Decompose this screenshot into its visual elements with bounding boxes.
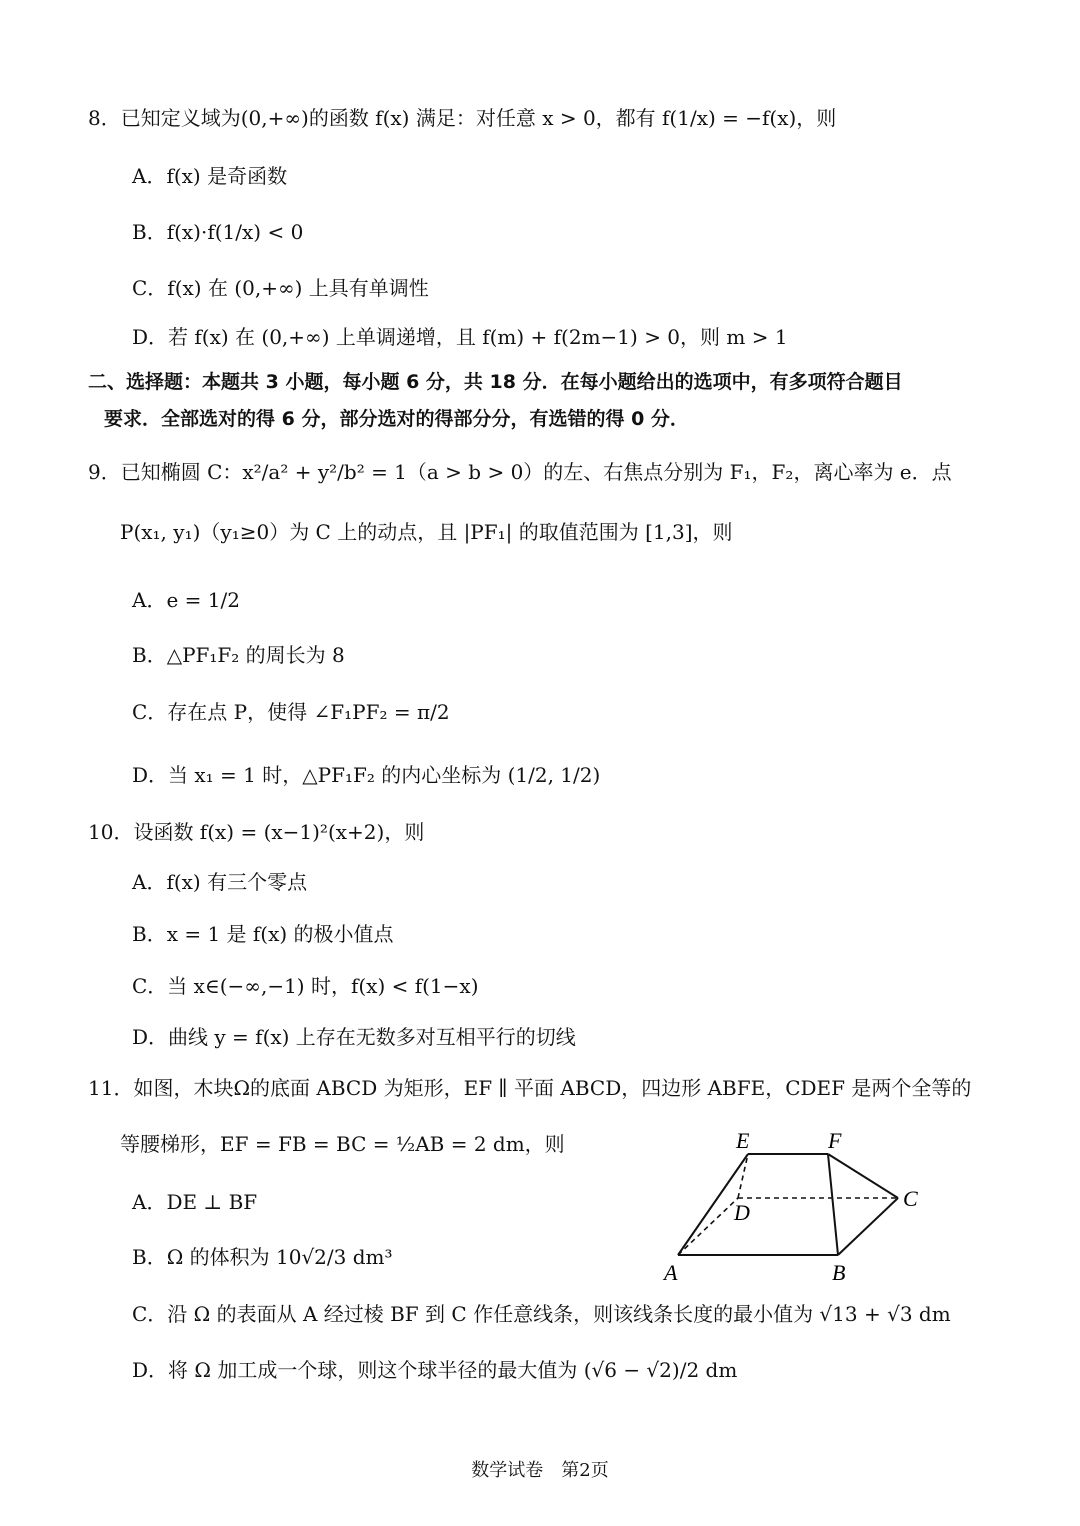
- q10-stem: 10．设函数 f(x) = (x−1)²(x+2)，则: [88, 820, 425, 844]
- q9-option-c: C．存在点 P，使得 ∠F₁PF₂ = π/2: [132, 700, 450, 724]
- q10-option-a: A．f(x) 有三个零点: [132, 870, 308, 894]
- section2-heading-line1: 二、选择题：本题共 3 小题，每小题 6 分，共 18 分．在每小题给出的选项中，有多项符合题目: [88, 371, 903, 393]
- q11-stem-line2: 等腰梯形，EF = FB = BC = ½AB = 2 dm，则: [120, 1132, 565, 1156]
- q10-option-d: D．曲线 y = f(x) 上存在无数多对互相平行的切线: [132, 1025, 576, 1049]
- q8-stem: 8．已知定义域为(0,+∞)的函数 f(x) 满足：对任意 x > 0，都有 f(1/x) = −f(x)，则: [88, 106, 837, 130]
- q10-option-c: C．当 x∈(−∞,−1) 时，f(x) < f(1−x): [132, 974, 479, 998]
- q10-option-b: B．x = 1 是 f(x) 的极小值点: [132, 922, 394, 946]
- q11-option-a: A．DE ⊥ BF: [132, 1190, 258, 1214]
- q9-option-a: A．e = 1/2: [132, 588, 240, 612]
- edge-bc: [838, 1198, 898, 1255]
- q9-option-b: B．△PF₁F₂ 的周长为 8: [132, 643, 345, 667]
- label-f: F: [828, 1128, 842, 1153]
- q11-option-b: B．Ω 的体积为 10√2/3 dm³: [132, 1245, 393, 1269]
- edge-fc: [828, 1154, 898, 1198]
- q11-option-d: D．将 Ω 加工成一个球，则这个球半径的最大值为 (√6 − √2)/2 dm: [132, 1358, 738, 1382]
- label-a: A: [664, 1260, 678, 1285]
- label-d: D: [734, 1200, 750, 1225]
- q8-option-d: D．若 f(x) 在 (0,+∞) 上单调递增，且 f(m) + f(2m−1) > 0，则 m > 1: [132, 325, 788, 349]
- label-c: C: [903, 1186, 918, 1211]
- q9-stem-line2: P(x₁, y₁)（y₁≥0）为 C 上的动点，且 |PF₁| 的取值范围为 [1,3]，则: [120, 520, 733, 544]
- page-footer: 数学试卷 第2页: [471, 1460, 609, 1481]
- edge-fb: [828, 1154, 838, 1255]
- q8-option-a: A．f(x) 是奇函数: [132, 164, 288, 188]
- label-e: E: [736, 1128, 750, 1153]
- q8-option-c: C．f(x) 在 (0,+∞) 上具有单调性: [132, 276, 429, 300]
- section2-heading-line2: 要求．全部选对的得 6 分，部分选对的得部分分，有选错的得 0 分．: [104, 408, 689, 430]
- q11-stem-line1: 11．如图，木块Ω的底面 ABCD 为矩形，EF ∥ 平面 ABCD，四边形 ABFE，CDEF 是两个全等的: [88, 1076, 972, 1100]
- q11-option-c: C．沿 Ω 的表面从 A 经过棱 BF 到 C 作任意线条，则该线条长度的最小值为 √13 + √3 dm: [132, 1302, 951, 1326]
- label-b: B: [832, 1260, 846, 1285]
- q9-stem-line1: 9．已知椭圆 C：x²/a² + y²/b² = 1（a > b > 0）的左、右焦点分别为 F₁，F₂，离心率为 e．点: [88, 460, 952, 484]
- q11-figure: [660, 1120, 930, 1285]
- edge-ad: [678, 1198, 738, 1255]
- q9-option-d: D．当 x₁ = 1 时，△PF₁F₂ 的内心坐标为 (1/2, 1/2): [132, 763, 601, 787]
- q8-option-b: B．f(x)·f(1/x) < 0: [132, 220, 304, 244]
